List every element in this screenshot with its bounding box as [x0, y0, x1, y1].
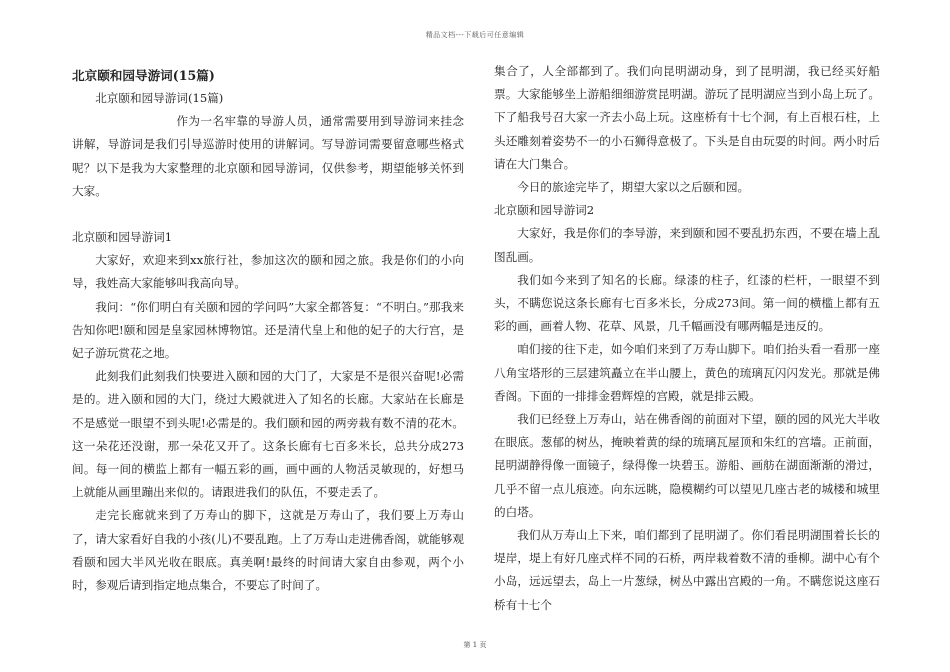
paragraph-6: 今日的旅途完毕了，期望大家以之后颐和园。 — [517, 180, 750, 195]
paragraph-5: 集合了，人全部都到了。我们向昆明湖动身，到了昆明湖，我已经买好船票。大家能够坐上游船细细游赏昆明湖。游玩了昆明湖应当到小岛上玩了。下了船我号召大家一齐去小岛上玩。这座桥有十七个洞，有上百根石柱，上头还雕刻着姿势不一的小石狮得意极了。下头是自由玩耍的时间。两小时后请在大门集合。 — [494, 64, 880, 171]
page-header-note: 精品文档---下载后可任意编辑 — [425, 31, 525, 39]
section-heading-1: 北京颐和园导游词1 — [72, 230, 173, 245]
paragraph-2: 我问：“你们明白有关颐和园的学问吗”大家全都答复：“不明白。”那我来告知你吧!颐和园是皇家园林博物馆。还是清代皇上和他的妃子的大行宫，是妃子游玩赏花之地。 — [72, 299, 464, 361]
paragraph-9: 咱们接的往下走，如今咱们来到了万寿山脚下。咱们抬头看一看那一座八角宝塔形的三层建筑矗立在半山腰上，黄色的琉璃瓦闪闪发光。那就是佛香阁。下面的一排排金碧辉煌的宫殿，就是排云殿。 — [494, 342, 880, 403]
paragraph-4: 走完长廊就来到了万寿山的脚下，这就是万寿山了，我们要上万寿山了，请大家看好自我的小孩(儿)不要乱跑。上了万寿山走进佛香阁，就能够观看颐和园大半风光收在眼底。真美啊!最终的时间请大家自由参观，两个小时，参观后请到指定地点集合，不要忘了时间了。 — [72, 508, 464, 593]
paragraph-3: 此刻我们此刻我们快要进入颐和园的大门了，大家是不是很兴奋呢!必需是的。进入颐和园的大门，绕过大殿就进入了知名的长廊。大家站在长廊是不是感觉一眼望不到头呢!必需是的。我们颐和园的两旁栽有数不清的花木。这一朵花还没谢，那一朵花又开了。这条长廊有七百多米长，总共分成273间。每一间的横监上都有一幅五彩的画，画中画的人物活灵敏现的，好想马上就能从画里蹦出来似的。请跟进我们的队伍，不要走丢了。 — [72, 369, 464, 500]
document-title: 北京颐和园导游词(15篇) — [72, 68, 215, 83]
page-number: 第 1 页 — [463, 641, 487, 649]
left-column — [72, 60, 464, 597]
paragraph-8: 我们如今来到了知名的长廊。绿漆的柱子，红漆的栏杆，一眼望不到头，不瞒您说这条长廊有七百多米长，分成273间。第一间的横槛上都有五彩的画，画着人物、花草、风景，几千幅画没有哪两幅是违反的。 — [494, 272, 880, 334]
right-column — [494, 60, 880, 617]
document-subtitle: 北京颐和园导游词(15篇) — [95, 91, 224, 105]
section-heading-2: 北京颐和园导游词2 — [494, 203, 595, 218]
paragraph-10: 我们已经登上万寿山，站在佛香阁的前面对下望，颐的园的风光大半收在眼底。葱郁的树丛，掩映着黄的绿的琉璃瓦屋顶和朱红的宫墙。正前面，昆明湖静得像一面镜子，绿得像一块碧玉。游船、画舫在湖面渐渐的滑过，几乎不留一点儿痕迹。向东远眺，隐模糊约可以望见几座古老的城楼和城里的白塔。 — [494, 412, 880, 519]
intro-paragraph: 作为一名牢靠的导游人员，通常需要用到导游词来挂念讲解，导游词是我们引导巡游时使用的讲解词。写导游词需要留意哪些格式呢？以下是我为大家整理的北京颐和园导游词，仅供参考，期望能够关怀到大家。 — [72, 114, 464, 198]
paragraph-1: 大家好，欢迎来到xx旅行社，参加这次的颐和园之旅。我是你们的小向导，我姓高大家能够叫我高向导。 — [72, 253, 464, 291]
paragraph-7: 大家好，我是你们的李导游，来到颐和园不要乱扔东西，不要在墙上乱图乱画。 — [494, 226, 880, 264]
paragraph-11: 我们从万寿山上下来，咱们都到了昆明湖了。你们看昆明湖围着长长的堤岸，堤上有好几座式样不同的石桥，两岸栽着数不清的垂柳。湖中心有个小岛，远远望去，岛上一片葱绿，树丛中露出宫殿的一角。不瞒您说这座石桥有十七个 — [494, 528, 880, 612]
section-gap — [72, 203, 464, 226]
